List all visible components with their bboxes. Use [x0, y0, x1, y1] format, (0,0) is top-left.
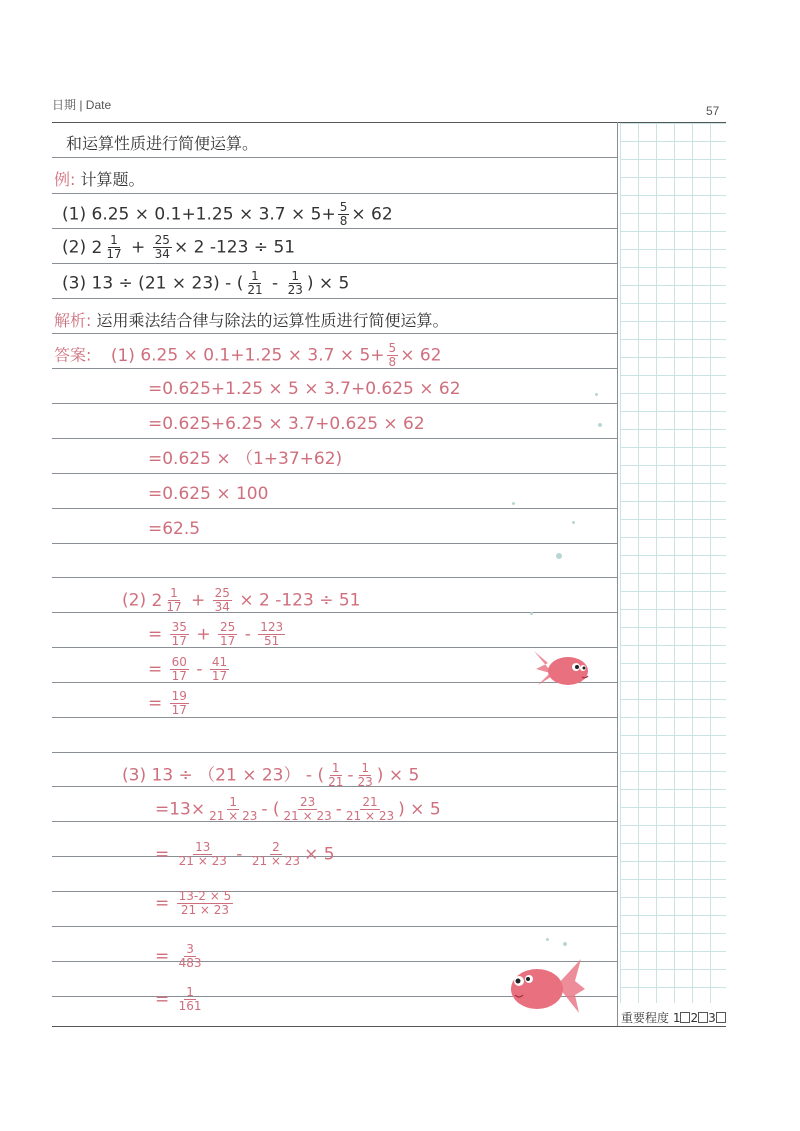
fraction: $\frac{1}{21}$	[328, 761, 344, 789]
problem-number: (3)	[122, 765, 147, 786]
fraction: $\frac{5}{8}$	[388, 341, 397, 369]
expr-text: ) × 5	[306, 273, 350, 294]
expr-text: 13 ÷ （21 × 23） - (	[151, 765, 325, 786]
step-line: = $\frac{1}{161}$	[155, 985, 202, 1013]
fraction: $\frac{1}{23}$	[287, 269, 303, 297]
expr-text: 6.25 × 0.1+1.25 × 3.7 × 5+	[140, 345, 385, 366]
fraction: $\frac{60}{17}$	[171, 655, 187, 683]
operator: -	[272, 273, 279, 294]
example-label: 例:	[54, 170, 76, 189]
margin-rule	[617, 122, 618, 1027]
top-rule	[52, 122, 726, 123]
problem-2	[62, 234, 295, 261]
fraction: $\frac{13-2 \times 5}{21 \times 23}$	[178, 889, 232, 917]
fraction: $\frac{13}{21 \times 23}$	[178, 840, 227, 868]
importance-rating: 重要程度 1 2 3	[621, 1009, 726, 1026]
problem-number: (2)	[62, 237, 87, 258]
example-line	[54, 170, 145, 190]
step-line: = $\frac{60}{17}$ - $\frac{41}{17}$	[148, 655, 228, 683]
expr-text: 13 ÷ (21 × 23) - (	[91, 273, 244, 294]
fraction: $\frac{123}{51}$	[260, 620, 284, 648]
step-line: = $\frac{3}{483}$	[155, 942, 202, 970]
expr-text: × 2 -123 ÷ 51	[173, 237, 296, 258]
margin-grid	[620, 123, 726, 1003]
fraction: $\frac{25}{17}$	[220, 620, 236, 648]
problem-number: (3)	[62, 273, 87, 294]
fraction: $\frac{25}{34}$	[154, 233, 170, 261]
step-line: =62.5	[148, 519, 201, 539]
answer-2-head	[122, 587, 361, 614]
step-line: =0.625 × 100	[148, 484, 269, 504]
fish-icon	[530, 645, 594, 691]
date-label: 日期 | Date	[52, 98, 112, 112]
example-text: 计算题。	[80, 170, 145, 189]
fish-icon	[505, 955, 587, 1017]
expr-text: ) × 5	[376, 765, 420, 786]
step-line: = $\frac{19}{17}$	[148, 689, 187, 717]
fraction: $\frac{19}{17}$	[171, 689, 187, 717]
checkbox	[680, 1012, 690, 1023]
expr-text: × 2 -123 ÷ 51	[239, 590, 361, 611]
problem-number: (1)	[110, 345, 135, 366]
operator: +	[131, 237, 146, 258]
problem-1	[62, 201, 393, 228]
analysis-line	[54, 311, 449, 331]
step-line: = $\frac{13}{21 \times 23}$ - $\frac{2}{21 \times 23}$ × 5	[155, 840, 335, 868]
fraction: $\frac{2}{21 \times 23}$	[251, 840, 301, 868]
step-line: =13× $\frac{1}{21 \times 23}$ - ( $\frac{23}{21 \times 23}$ - $\frac{21}{21 \times 23}$ ) × 5	[155, 795, 441, 823]
fraction: $\frac{5}{8}$	[339, 200, 348, 228]
answer-label: 答案:	[54, 345, 92, 365]
problem-3	[62, 270, 349, 297]
operator: -	[347, 765, 354, 786]
fraction: $\frac{1}{23}$	[357, 761, 373, 789]
fraction: $\frac{25}{34}$	[214, 586, 230, 614]
answer-3-head	[122, 762, 419, 789]
bottom-rule	[52, 1026, 726, 1027]
answer-1-head	[54, 342, 441, 369]
expr-text: × 62	[400, 345, 442, 366]
fraction: $\frac{3}{483}$	[178, 942, 202, 970]
intro-text: 和运算性质进行简便运算。	[66, 134, 259, 153]
step-line: =0.625+1.25 × 5 × 3.7+0.625 × 62	[148, 379, 461, 399]
fraction: $\frac{35}{17}$	[171, 620, 187, 648]
fraction: $\frac{21}{21 \times 23}$	[345, 795, 395, 823]
checkbox	[716, 1012, 726, 1023]
importance-label: 重要程度	[621, 1011, 670, 1025]
problem-number: (1)	[62, 204, 87, 225]
fraction: $\frac{1}{21}$	[247, 269, 263, 297]
mixed-number: 2 $\frac{1}{17}$	[91, 233, 122, 261]
fraction: $\frac{1}{161}$	[178, 985, 202, 1013]
fraction: $\frac{41}{17}$	[211, 655, 228, 683]
step-line: = $\frac{13-2 \times 5}{21 \times 23}$	[155, 889, 232, 917]
operator: +	[191, 590, 206, 611]
expr-text: × 62	[351, 204, 393, 225]
fraction: $\frac{1}{21 \times 23}$	[209, 795, 258, 823]
analysis-text: 运用乘法结合律与除法的运算性质进行简便运算。	[96, 311, 449, 330]
mixed-number: 2 $\frac{1}{17}$	[151, 586, 182, 614]
step-line: =0.625 × （1+37+62)	[148, 449, 343, 469]
step-line: = $\frac{35}{17}$ + $\frac{25}{17}$ - $\frac{123}{51}$	[148, 620, 284, 648]
checkbox	[698, 1012, 708, 1023]
problem-number: (2)	[122, 590, 147, 611]
expr-text: 6.25 × 0.1+1.25 × 3.7 × 5+	[91, 204, 336, 225]
step-line: =0.625+6.25 × 3.7+0.625 × 62	[148, 414, 425, 434]
fraction: $\frac{23}{21 \times 23}$	[283, 795, 332, 823]
analysis-label: 解析:	[54, 311, 92, 330]
page-number: 57	[706, 104, 720, 118]
